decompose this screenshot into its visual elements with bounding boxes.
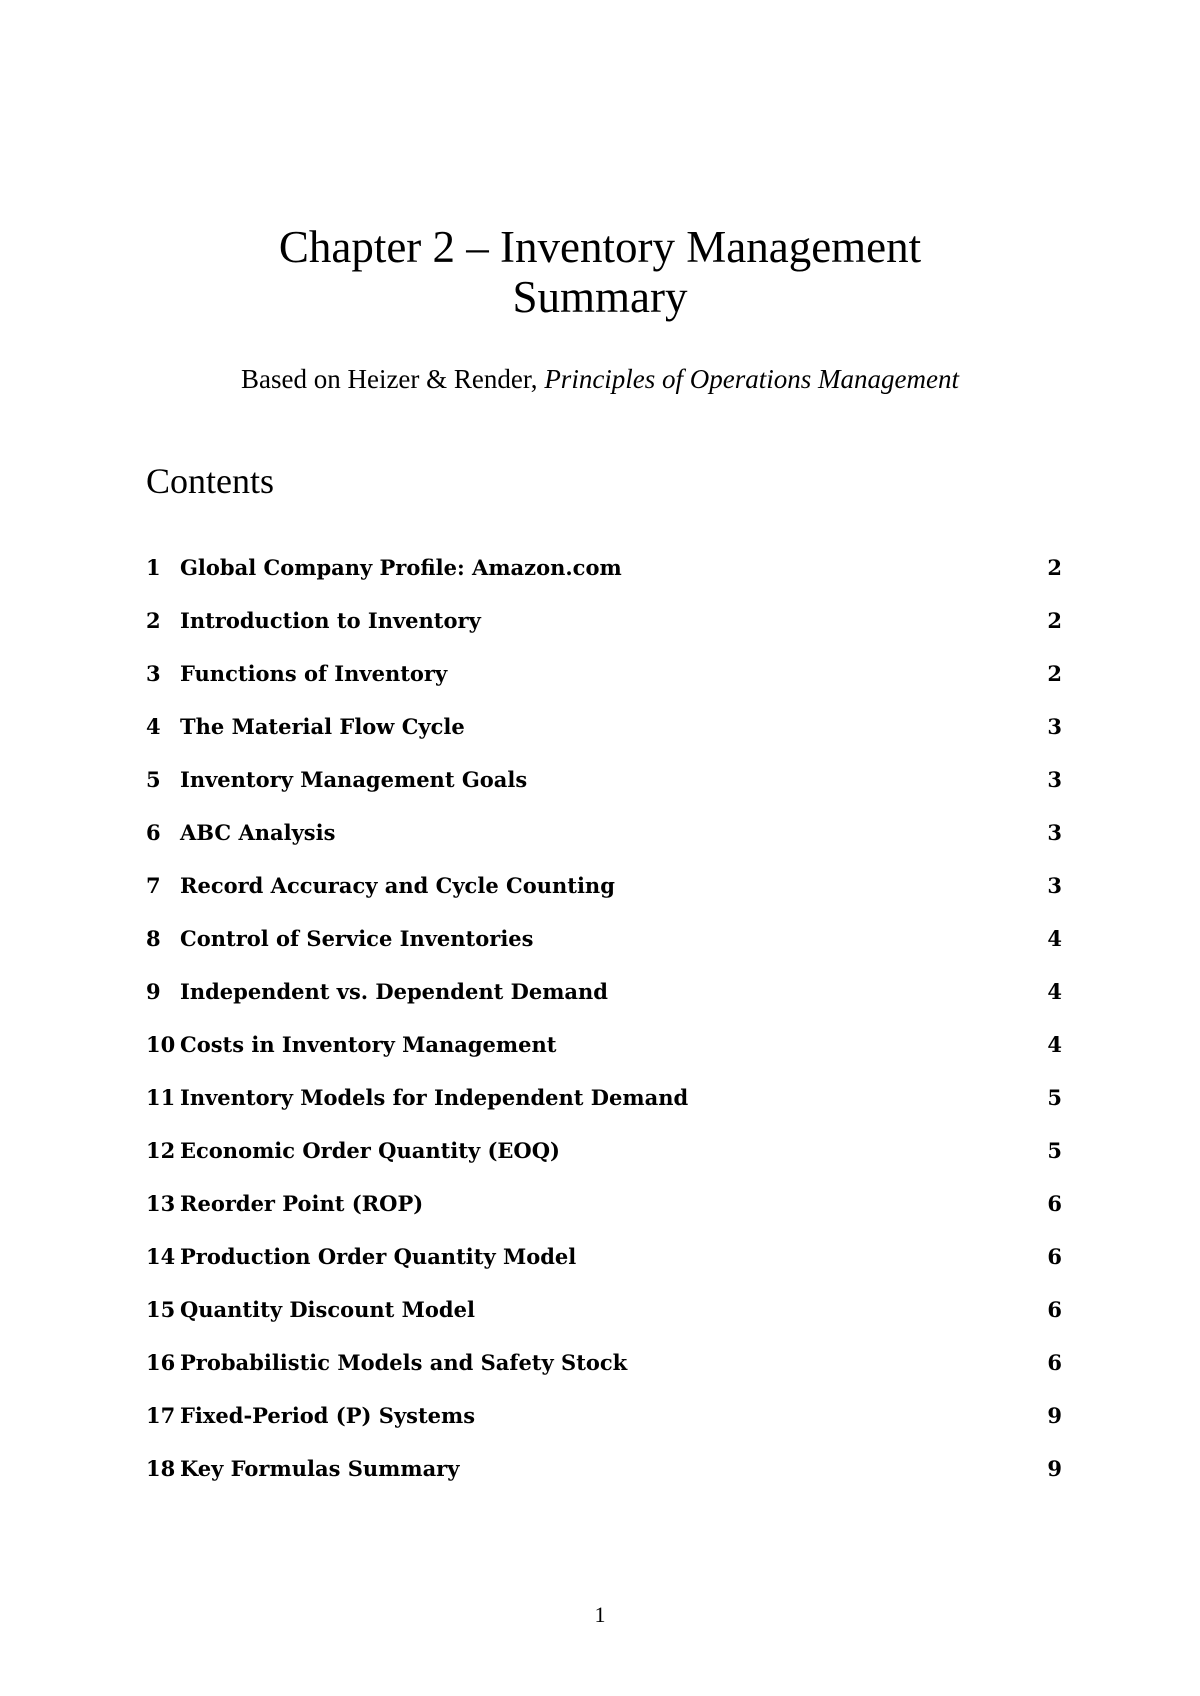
toc-entry[interactable]: [146, 1032, 1062, 1085]
toc-entry-title[interactable]: Global Company Profile: Amazon.com: [180, 555, 622, 580]
toc-entry[interactable]: [146, 1191, 1062, 1244]
table-of-contents: [146, 555, 1062, 1509]
toc-entry-title[interactable]: Reorder Point (ROP): [180, 1191, 424, 1216]
toc-entry-title[interactable]: Independent vs. Dependent Demand: [180, 979, 608, 1004]
toc-entry[interactable]: [146, 979, 1062, 1032]
toc-entry[interactable]: [146, 1085, 1062, 1138]
toc-entry[interactable]: [146, 1456, 1062, 1509]
toc-entry-title[interactable]: Quantity Discount Model: [180, 1297, 475, 1322]
toc-entry[interactable]: [146, 555, 1062, 608]
toc-entry-page[interactable]: 4: [1047, 1032, 1062, 1057]
toc-entry-page[interactable]: 9: [1047, 1456, 1062, 1481]
toc-entry-page[interactable]: 6: [1047, 1244, 1062, 1269]
document-subtitle: [0, 362, 1200, 396]
document-title: [0, 222, 1200, 322]
toc-entry-page[interactable]: 3: [1047, 873, 1062, 898]
toc-entry-title[interactable]: Costs in Inventory Management: [180, 1032, 557, 1057]
toc-entry-number: 15: [146, 1297, 176, 1322]
toc-entry-title[interactable]: Inventory Management Goals: [180, 767, 528, 792]
toc-entry-number: 8: [146, 926, 161, 951]
toc-entry-page[interactable]: 5: [1047, 1138, 1062, 1163]
toc-entry-title[interactable]: Introduction to Inventory: [180, 608, 481, 633]
toc-entry[interactable]: [146, 1244, 1062, 1297]
toc-entry-number: 4: [146, 714, 161, 739]
toc-entry-title[interactable]: The Material Flow Cycle: [180, 714, 465, 739]
toc-entry[interactable]: [146, 1297, 1062, 1350]
toc-entry-page[interactable]: 9: [1047, 1403, 1062, 1428]
toc-entry-number: 10: [146, 1032, 176, 1057]
toc-entry-number: 9: [146, 979, 161, 1004]
toc-entry-number: 6: [146, 820, 161, 845]
toc-entry[interactable]: [146, 820, 1062, 873]
toc-entry-number: 1: [146, 555, 161, 580]
title-line-2: Summary: [512, 272, 688, 322]
toc-entry-page[interactable]: 3: [1047, 767, 1062, 792]
toc-entry-title[interactable]: Record Accuracy and Cycle Counting: [180, 873, 615, 898]
toc-entry-page[interactable]: 6: [1047, 1350, 1062, 1375]
toc-entry[interactable]: [146, 767, 1062, 820]
toc-entry[interactable]: [146, 661, 1062, 714]
contents-heading: Contents: [146, 461, 275, 501]
toc-entry[interactable]: [146, 608, 1062, 661]
toc-entry-page[interactable]: 2: [1047, 555, 1062, 580]
toc-entry-page[interactable]: 2: [1047, 608, 1062, 633]
toc-entry-number: 17: [146, 1403, 176, 1428]
toc-entry-page[interactable]: 5: [1047, 1085, 1062, 1110]
toc-entry-title[interactable]: Control of Service Inventories: [180, 926, 534, 951]
toc-entry-title[interactable]: Inventory Models for Independent Demand: [180, 1085, 689, 1110]
toc-entry[interactable]: [146, 714, 1062, 767]
toc-entry-title[interactable]: ABC Analysis: [180, 820, 336, 845]
toc-entry[interactable]: [146, 1350, 1062, 1403]
toc-entry-page[interactable]: 3: [1047, 714, 1062, 739]
toc-entry[interactable]: [146, 1138, 1062, 1191]
toc-entry-number: 2: [146, 608, 161, 633]
toc-entry-number: 14: [146, 1244, 176, 1269]
toc-entry[interactable]: [146, 1403, 1062, 1456]
toc-entry-title[interactable]: Production Order Quantity Model: [180, 1244, 577, 1269]
toc-entry-number: 5: [146, 767, 161, 792]
toc-entry-page[interactable]: 4: [1047, 926, 1062, 951]
toc-entry-number: 12: [146, 1138, 176, 1163]
subtitle-book-title: Principles of Operations Management: [544, 364, 960, 394]
page-number: 1: [594, 1602, 606, 1627]
toc-entry-page[interactable]: 6: [1047, 1191, 1062, 1216]
toc-entry-number: 11: [146, 1085, 176, 1110]
toc-entry-number: 13: [146, 1191, 176, 1216]
toc-entry-title[interactable]: Probabilistic Models and Safety Stock: [180, 1350, 628, 1375]
toc-entry-page[interactable]: 6: [1047, 1297, 1062, 1322]
toc-entry-title[interactable]: Fixed-Period (P) Systems: [180, 1403, 476, 1428]
toc-entry-title[interactable]: Functions of Inventory: [180, 661, 448, 686]
toc-entry-number: 7: [146, 873, 161, 898]
toc-entry-number: 3: [146, 661, 161, 686]
toc-entry[interactable]: [146, 873, 1062, 926]
subtitle-prefix: Based on Heizer & Render,: [240, 364, 545, 394]
toc-entry-title[interactable]: Key Formulas Summary: [180, 1456, 460, 1481]
title-line-1: Chapter 2 – Inventory Management: [278, 222, 922, 272]
toc-entry-number: 16: [146, 1350, 176, 1375]
toc-entry-number: 18: [146, 1456, 176, 1481]
toc-entry-page[interactable]: 2: [1047, 661, 1062, 686]
toc-entry-page[interactable]: 4: [1047, 979, 1062, 1004]
toc-entry-title[interactable]: Economic Order Quantity (EOQ): [180, 1138, 560, 1163]
toc-entry[interactable]: [146, 926, 1062, 979]
toc-entry-page[interactable]: 3: [1047, 820, 1062, 845]
